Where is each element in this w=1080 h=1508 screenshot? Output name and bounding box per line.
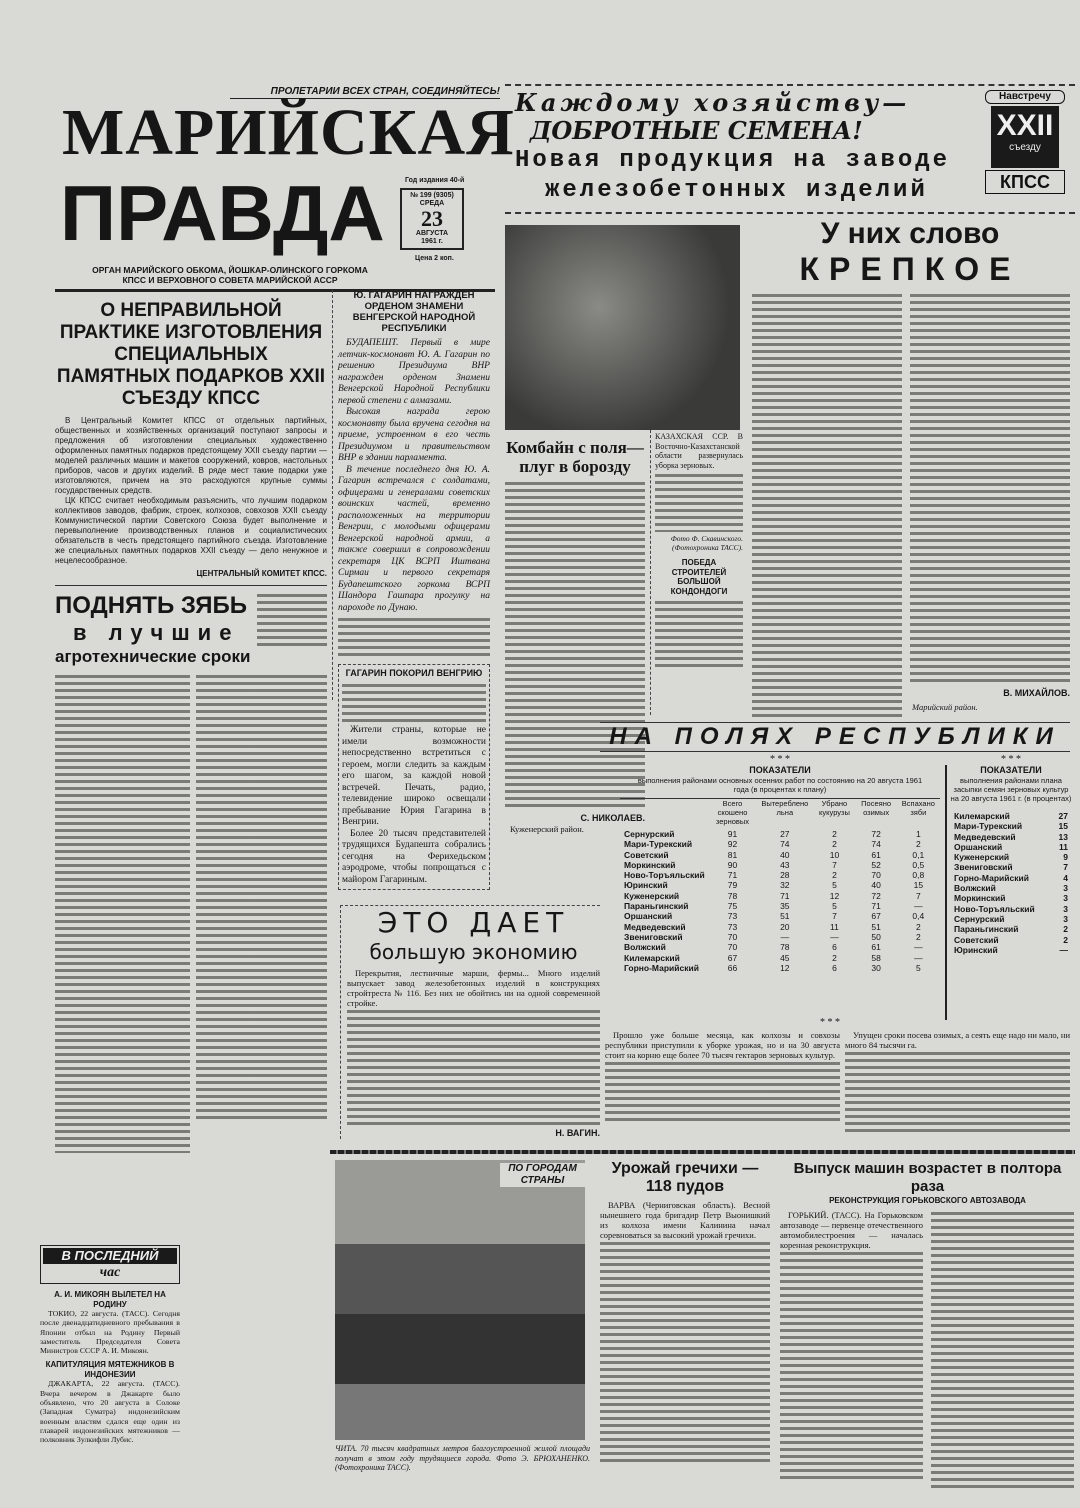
table-cell: 52 <box>871 859 881 870</box>
district-name: Килемарский <box>624 952 680 963</box>
table-cell: 30 <box>871 962 881 973</box>
district-name: Килемарский <box>954 811 1010 821</box>
signature: Н. ВАГИН. <box>555 1128 600 1138</box>
fields-text-right <box>845 1030 1070 1135</box>
paragraph: Перекрытия, лестничные марши, фермы... Много изделий выпускает завод железобетонных изделий в конструкциях стройтреста № 116. Без них не обойтись ни на одной современной стройке. <box>347 968 600 1008</box>
table-row <box>950 821 1072 831</box>
article-gagarin-order <box>338 290 490 656</box>
masthead-slogan: ПРОЛЕТАРИИ ВСЕХ СТРАН, СОЕДИНЯЙТЕСЬ! <box>230 86 500 99</box>
divider <box>55 585 327 586</box>
table-cell: 6 <box>832 962 837 973</box>
paragraph: Упущен сроки посева озимых, а сеять еще надо ни мало, ни много 84 тысячи га. <box>845 1030 1070 1050</box>
table-cell: 66 <box>727 962 738 973</box>
district-name: Медведевский <box>624 921 686 932</box>
table-cell: 7 <box>832 859 837 870</box>
table-cell: — <box>914 952 923 963</box>
district-name: Медведевский <box>954 831 1016 842</box>
article-kazakh <box>655 432 743 669</box>
table-cell: 0,5 <box>912 859 925 870</box>
table-cell: 0,1 <box>912 849 925 860</box>
table-cell: 2 <box>1063 924 1068 935</box>
signature: С. НИКОЛАЕВ. <box>580 813 645 823</box>
table-row <box>950 914 1072 924</box>
table-cell: 75 <box>727 901 738 912</box>
table-cell: 4 <box>1063 872 1068 883</box>
district-name: Юринский <box>954 944 998 955</box>
table-cell: 3 <box>1063 883 1068 894</box>
table-cell: 15 <box>913 880 924 891</box>
issue-date-box <box>400 188 464 250</box>
table-row <box>950 842 1072 852</box>
district-name: Советский <box>624 849 669 860</box>
table-row <box>950 811 1072 821</box>
text-block <box>600 1240 770 1465</box>
table-cell: 45 <box>780 952 790 963</box>
table-row <box>620 850 940 860</box>
table-row <box>620 891 940 901</box>
table-cell: 50 <box>871 931 881 942</box>
table2-title: ПОКАЗАТЕЛИ <box>980 765 1042 775</box>
headline: Выпуск машин возрастет в полтора раза <box>793 1160 1062 1195</box>
article-gagarin-hungary <box>338 664 490 890</box>
paragraph: ЦК КПСС считает необходимым разъяснить, что лучшим подарком коллективов заводов, фабрик, строек, колхозов, совхозов XXII съезду Коммунистической партии Советского Союза будет выполнение и перевыполнение производственных планов и социалистических обязательств в честь предстоящего партийного съезда. Изготовление же специальных памятных подарков XXII съезду — дело ненужное и нецелесообразное. <box>55 496 327 565</box>
masthead-organ: ОРГАН МАРИЙСКОГО ОБКОМА, ЙОШКАР-ОЛИНСКОГО ГОРКОМА КПСС И ВЕРХОВНОГО СОВЕТА МАРИЙСКОЙ АССР <box>92 265 368 285</box>
table-cell: 61 <box>871 942 881 953</box>
headline: ГАГАРИН ПОКОРИЛ ВЕНГРИЮ <box>345 668 483 678</box>
zyab-header <box>55 592 327 646</box>
emblem-mid: XXII <box>996 109 1054 142</box>
stars: * * * <box>1001 754 1021 765</box>
paragraph: Более 20 тысяч представителей трудящихся Будапешта собрались сегодня на Ферихедьском аэродроме, чтобы попрощаться с майором Гагариным. <box>342 828 486 885</box>
district-name: Куженерский <box>954 852 1010 863</box>
district-name: Юринский <box>624 880 668 891</box>
table-cell: 90 <box>727 859 738 870</box>
zyab-column-2 <box>196 673 327 1123</box>
table-cell: 72 <box>871 890 881 901</box>
table-cell: 7 <box>832 911 837 922</box>
signature: ЦЕНТРАЛЬНЫЙ КОМИТЕТ КПСС. <box>196 569 327 578</box>
table-cell: 9 <box>1063 852 1068 863</box>
table-cell: 74 <box>871 839 881 850</box>
table-cell: 12 <box>829 890 840 901</box>
headline-fields: НА ПОЛЯХ РЕСПУБЛИКИ <box>600 722 1070 752</box>
table-cell: 6 <box>832 942 837 953</box>
text-block <box>257 592 327 646</box>
table-cell: 70 <box>727 942 738 953</box>
last-hour-label-2: час <box>99 1265 121 1280</box>
paragraph: Высокая награда герою космонавту была вручена сегодня на приеме, устроенном в его честь Президиумом и правительством ВНР в здании парламента. <box>338 407 490 463</box>
subhead: РЕКОНСТРУКЦИЯ ГОРЬКОВСКОГО АВТОЗАВОДА <box>829 1196 1026 1205</box>
text-block <box>342 682 486 722</box>
slovo-column-2 <box>910 292 1070 684</box>
table-row <box>950 935 1072 945</box>
col-header: Всего скошено зерновых <box>715 799 750 826</box>
emblem-bottom: КПСС <box>985 170 1065 194</box>
table-cell: 11 <box>830 921 839 932</box>
emblem-sub: съезду <box>1009 142 1041 153</box>
col-header: Вытереблено льна <box>761 799 809 817</box>
table-row <box>620 932 940 942</box>
table-row <box>620 839 940 849</box>
table-row <box>950 862 1072 872</box>
table-cell: 3 <box>1063 913 1068 924</box>
table-cell: 12 <box>780 962 790 973</box>
table-cell: 5 <box>832 880 837 891</box>
headline-slovo-2: КРЕПКОЕ <box>799 251 1021 287</box>
table-row <box>950 883 1072 893</box>
table-row <box>950 924 1072 934</box>
photo-credit: Фото Э. БРЮХАНЕНКО. (Фотохроника ТАСС). <box>335 1453 591 1472</box>
district-name: Мари-Турекский <box>954 821 1023 832</box>
signature: В. МИХАЙЛОВ. <box>1003 688 1070 698</box>
table-cell: — <box>914 901 923 912</box>
table-cell: 72 <box>871 829 881 839</box>
table2-subtitle: выполнения районами плана засыпки семян зерновых культур на 20 августа 1961 г. (в процентах) <box>950 776 1072 803</box>
table-row <box>620 829 940 839</box>
table-cell: 0,8 <box>912 870 925 881</box>
table-cell: 32 <box>780 880 790 891</box>
table-row <box>620 942 940 952</box>
table-cell: 71 <box>727 870 738 881</box>
text-block <box>655 599 743 669</box>
table-cell: 5 <box>832 901 837 912</box>
last-hour <box>40 1245 180 1445</box>
table-cell: 10 <box>829 849 840 860</box>
district-name: Звениговский <box>624 931 683 942</box>
table-cell: 2 <box>915 921 921 932</box>
table-row <box>950 893 1072 903</box>
table-cell: 51 <box>780 911 790 922</box>
banner-line-4: железобетонных изделий <box>545 177 928 204</box>
issue-weekday: СРЕДА <box>419 200 445 207</box>
table-cell: 43 <box>780 859 790 870</box>
table-cell: 13 <box>1058 831 1068 842</box>
divider <box>330 1150 1075 1154</box>
table-cell: 91 <box>727 829 738 839</box>
table-row <box>620 953 940 963</box>
headline: ЭТО ДАЕТ <box>377 906 570 939</box>
table2 <box>950 811 1072 955</box>
congress-emblem <box>985 90 1065 205</box>
table1-subtitle: выполнения районами основных осенних работ по состоянию на 20 августа 1961 года (в процентах к плану) <box>637 776 923 794</box>
article-eto-daet <box>340 905 600 1139</box>
photo-caption: Фото Ф. Скавинского. (Фотохроника ТАСС). <box>670 534 743 552</box>
headline-zyab-1: ПОДНЯТЬ ЗЯБЬ <box>55 592 248 619</box>
table-cell: 2 <box>1063 934 1068 945</box>
paragraph: КАЗАХСКАЯ ССР. В Восточно-Казахстанской области развернулась уборка зерновых. <box>655 432 743 470</box>
paragraph: В течение последнего дня Ю. А. Гагарин встречался с солдатами, офицерами и генералами советских воинских частей, временно расположенных на территории Венгрии, с молодыми офицерами Венгерской народной армии, а также совершил в сопровождении секретаря ЦК ВСРП Иштвана Сирмаи и первого секретаря Будапештского горкома ВСРП Шандора Гашпара прогулку на пароходе по Дунаю. <box>338 464 490 613</box>
table-cell: 78 <box>727 890 738 901</box>
text-block <box>605 1060 840 1125</box>
headline: КАПИТУЛЯЦИЯ МЯТЕЖНИКОВ В ИНДОНЕЗИИ <box>45 1360 175 1379</box>
table-cell: 67 <box>871 911 881 922</box>
paragraph: В Центральный Комитет КПСС от отдельных партийных, общественных и хозяйственных организаций поступают запросы и предложения об изготовлении специальных художественно оформленных памятных подарков предстоящему XXII съезду партии — моделей различных машин и макетов сооружений, ковров, настольных приборов, часов и других изделий. В ряде мест такие подарки уже изготовляются, причем на это расходуются крупные суммы государственных средств. <box>55 416 327 495</box>
headline-kombain: Комбайн с поля— плуг в борозду <box>506 438 644 476</box>
table-cell: 79 <box>727 880 738 891</box>
table-cell: 78 <box>780 942 790 953</box>
table-cell: 27 <box>780 829 790 839</box>
district-name: Мари-Турекский <box>624 839 693 850</box>
table-cell: — <box>1059 944 1068 955</box>
district-name: Параньгинский <box>954 924 1019 935</box>
paragraph: ВАРВА (Черниговская область). Весной нынешнего года бригадир Петр Выонишкий из колхоза имени Калинина начал соревноваться за высокий урожай гречихи. <box>600 1200 770 1240</box>
table-cell: 92 <box>727 839 738 850</box>
emblem-top: Навстречу <box>985 90 1065 104</box>
col-header: Посеяно озимых <box>861 799 892 817</box>
table-cell: 73 <box>727 911 738 922</box>
stars: * * * <box>770 754 790 765</box>
district-name: Моркинский <box>624 859 676 870</box>
table-cell: 35 <box>780 901 790 912</box>
table-cell: 58 <box>871 952 881 963</box>
district-name: Волжский <box>954 883 996 894</box>
headline-zyab-2: в лучшие <box>73 620 240 645</box>
table-row <box>620 922 940 932</box>
table-row <box>620 911 940 921</box>
stars: * * * <box>820 1017 840 1028</box>
banner <box>505 84 1075 214</box>
table-cell: 70 <box>727 931 738 942</box>
table-cell: 51 <box>871 921 881 932</box>
table-cell: 81 <box>727 849 738 860</box>
text-block <box>655 472 743 532</box>
headline: Урожай гречихи — 118 пудов <box>611 1160 759 1195</box>
table-cell: 2 <box>832 839 837 850</box>
table-row <box>620 963 940 973</box>
issue-year: 1961 г. <box>421 238 443 245</box>
headline: Ю. ГАГАРИН НАГРАЖДЕН ОРДЕНОМ ЗНАМЕНИ ВЕНГЕРСКОЙ НАРОДНОЙ РЕСПУБЛИКИ <box>352 290 476 334</box>
table-cell: 2 <box>832 952 837 963</box>
table1-block <box>620 754 940 973</box>
district-name: Параньгинский <box>624 901 689 912</box>
text-block <box>780 1250 923 1480</box>
article-vypusk <box>780 1160 1075 1490</box>
col-header: Вспахано зяби <box>901 799 935 817</box>
paragraph: БУДАПЕШТ. Первый в мире летчик-космонавт Ю. А. Гагарин по решению Президиума ВНР награжден орденом Знамени Венгерской Народной Республики первой степени с алмазами. <box>338 338 490 406</box>
table2-block <box>950 754 1072 955</box>
table-cell: 70 <box>871 870 881 881</box>
article-grechiha <box>600 1160 770 1465</box>
table-row <box>620 870 940 880</box>
article-podarki-body <box>55 416 327 579</box>
text-block <box>338 616 490 656</box>
fields-text-left <box>605 1030 840 1125</box>
paragraph: ТОКИО, 22 августа. (ТАСС). Сегодня после двенадцатидневного пребывания в Японии отбыл на Родину Первый заместитель Председателя Совета Министров СССР А. И. Микоян. <box>40 1309 180 1356</box>
headline-zyab-3: агротехнические сроки <box>55 647 251 666</box>
text-block <box>931 1210 1074 1490</box>
text-block <box>347 1008 600 1128</box>
table-row <box>950 873 1072 883</box>
headline-slovo-1: У них слово <box>820 217 1000 250</box>
year-of-publication: Год издания 40-й <box>405 177 465 184</box>
issue-month: АВГУСТА <box>415 230 449 237</box>
district-name: Волжский <box>624 942 666 953</box>
district-name: Ново-Торъяльский <box>954 903 1035 914</box>
table-cell: 2 <box>832 870 837 881</box>
harvest-photo <box>505 225 740 430</box>
district-name: Горно-Марийский <box>624 962 699 973</box>
table-cell: 2 <box>832 829 837 839</box>
issue-number: № 199 (9305) <box>410 192 454 199</box>
table-cell: 1 <box>915 829 921 839</box>
po-gorodam-label: ПО ГОРОДАМ СТРАНЫ <box>500 1163 585 1187</box>
table-row <box>950 832 1072 842</box>
text-block <box>845 1050 1070 1135</box>
table-cell: 2 <box>915 839 921 850</box>
table-cell: 71 <box>780 890 790 901</box>
table-row <box>950 904 1072 914</box>
photo-caption <box>335 1444 590 1473</box>
column-rule <box>332 290 333 700</box>
table-row <box>620 901 940 911</box>
district-name: Звениговский <box>954 862 1013 873</box>
table-row <box>620 880 940 890</box>
caption-text: ЧИТА. 70 тысяч квадратных метров благоустроенной жилой площади получат в этом году трудящиеся города. <box>335 1444 590 1463</box>
table-row <box>950 852 1072 862</box>
table-cell: 2 <box>915 931 921 942</box>
price: Цена 2 коп. <box>415 255 454 262</box>
banner-line-1: Каждому хозяйству— <box>515 88 911 117</box>
left-column <box>55 300 327 1153</box>
table-cell: 15 <box>1058 821 1068 832</box>
last-hour-banner <box>40 1245 180 1284</box>
district-name: Куженерский <box>624 890 680 901</box>
column-rule <box>650 430 651 715</box>
banner-line-3: Новая продукция на заводе <box>515 147 951 174</box>
divider <box>945 765 947 1020</box>
table-cell: 74 <box>780 839 790 850</box>
table-cell: 40 <box>780 849 790 860</box>
table-cell: 5 <box>915 962 921 973</box>
issue-day: 23 <box>421 206 443 231</box>
table-cell: 67 <box>727 952 738 963</box>
table-cell: 71 <box>871 901 881 912</box>
table-row <box>950 945 1072 955</box>
district-name: Сернурский <box>624 829 675 839</box>
place: Куженерский район. <box>510 824 584 834</box>
table-cell: 27 <box>1058 811 1068 821</box>
table-cell: 3 <box>1063 903 1068 914</box>
district-name: Моркинский <box>954 893 1006 904</box>
headline-podarki: О НЕПРАВИЛЬНОЙ ПРАКТИКЕ ИЗГОТОВЛЕНИЯ СПЕЦИАЛЬНЫХ ПАМЯТНЫХ ПОДАРКОВ XXII СЪЕЗДУ КПСС <box>56 300 326 409</box>
headline: А. И. МИКОЯН ВЫЛЕТЕЛ НА РОДИНУ <box>54 1290 166 1309</box>
subhead: ПОБЕДА СТРОИТЕЛЕЙ БОЛЬШОЙ КОНДОНДОГИ <box>670 558 728 596</box>
table-cell: 7 <box>915 890 921 901</box>
gagarin-column <box>338 290 490 890</box>
last-hour-label-1: В ПОСЛЕДНИЙ <box>43 1248 177 1264</box>
table-cell: — <box>914 942 923 953</box>
paragraph: ДЖАКАРТА, 22 августа. (ТАСС). Вчера вечером в Джакарте было объявлено, что 20 августа в Солоке (Западная Суматра) индонезийским военным властям сдался еще один из главарей индонезийских мятежников — полковник Зулкифли Лубис. <box>40 1379 180 1445</box>
table-cell: 7 <box>1063 862 1068 873</box>
paragraph: ГОРЬКИЙ. (ТАСС). На Горьковском автозаводе — первенце отечественного автомобилестроения — началась коренная реконструкция. <box>780 1210 923 1250</box>
table-cell: 0,4 <box>912 911 925 922</box>
table-cell: 73 <box>727 921 738 932</box>
table-cell: 11 <box>1059 841 1068 852</box>
district-name: Оршанский <box>954 841 1003 852</box>
table-cell: 40 <box>871 880 881 891</box>
masthead-title-bottom: ПРАВДА <box>60 169 385 257</box>
district-name: Сернурский <box>954 913 1005 924</box>
district-name: Советский <box>954 934 999 945</box>
paragraph: Прошло уже больше месяца, как колхозы и совхозы республики приступили к уборке урожая, но и на 30 августа стоит на корню еще более 70 тысяч гектаров зерновых культур. <box>605 1030 840 1060</box>
place: Марийский район. <box>912 702 978 712</box>
slovo-column-1 <box>752 292 902 717</box>
table-cell: 28 <box>780 870 790 881</box>
district-name: Оршанский <box>624 911 673 922</box>
table-row <box>620 860 940 870</box>
table-cell: — <box>780 931 790 942</box>
banner-line-2: ДОБРОТНЫЕ СЕМЕНА! <box>530 116 863 145</box>
zyab-column-1 <box>55 673 190 1153</box>
subheadline: большую экономию <box>369 940 578 964</box>
masthead-title-top: МАРИЙСКАЯ <box>62 96 515 169</box>
table-cell: 20 <box>780 921 790 932</box>
table-cell: 3 <box>1063 893 1068 904</box>
table-cell: — <box>830 931 839 942</box>
col-header: Убрано кукурузы <box>819 799 850 817</box>
city-photo <box>335 1160 585 1440</box>
table-cell: 61 <box>871 849 881 860</box>
table1 <box>620 798 940 973</box>
table1-title: ПОКАЗАТЕЛИ <box>749 765 811 775</box>
district-name: Горно-Марийский <box>954 872 1029 883</box>
district-name: Ново-Торъяльский <box>624 870 705 881</box>
paragraph: Жители страны, которые не имели возможности непосредственно встретиться с героем, могли следить за каждым его шагом, за каждой новой встречей. Печать, радио, телевидение широко освещали пребывание Юрия Гагарина в Венгрии. <box>342 725 486 827</box>
